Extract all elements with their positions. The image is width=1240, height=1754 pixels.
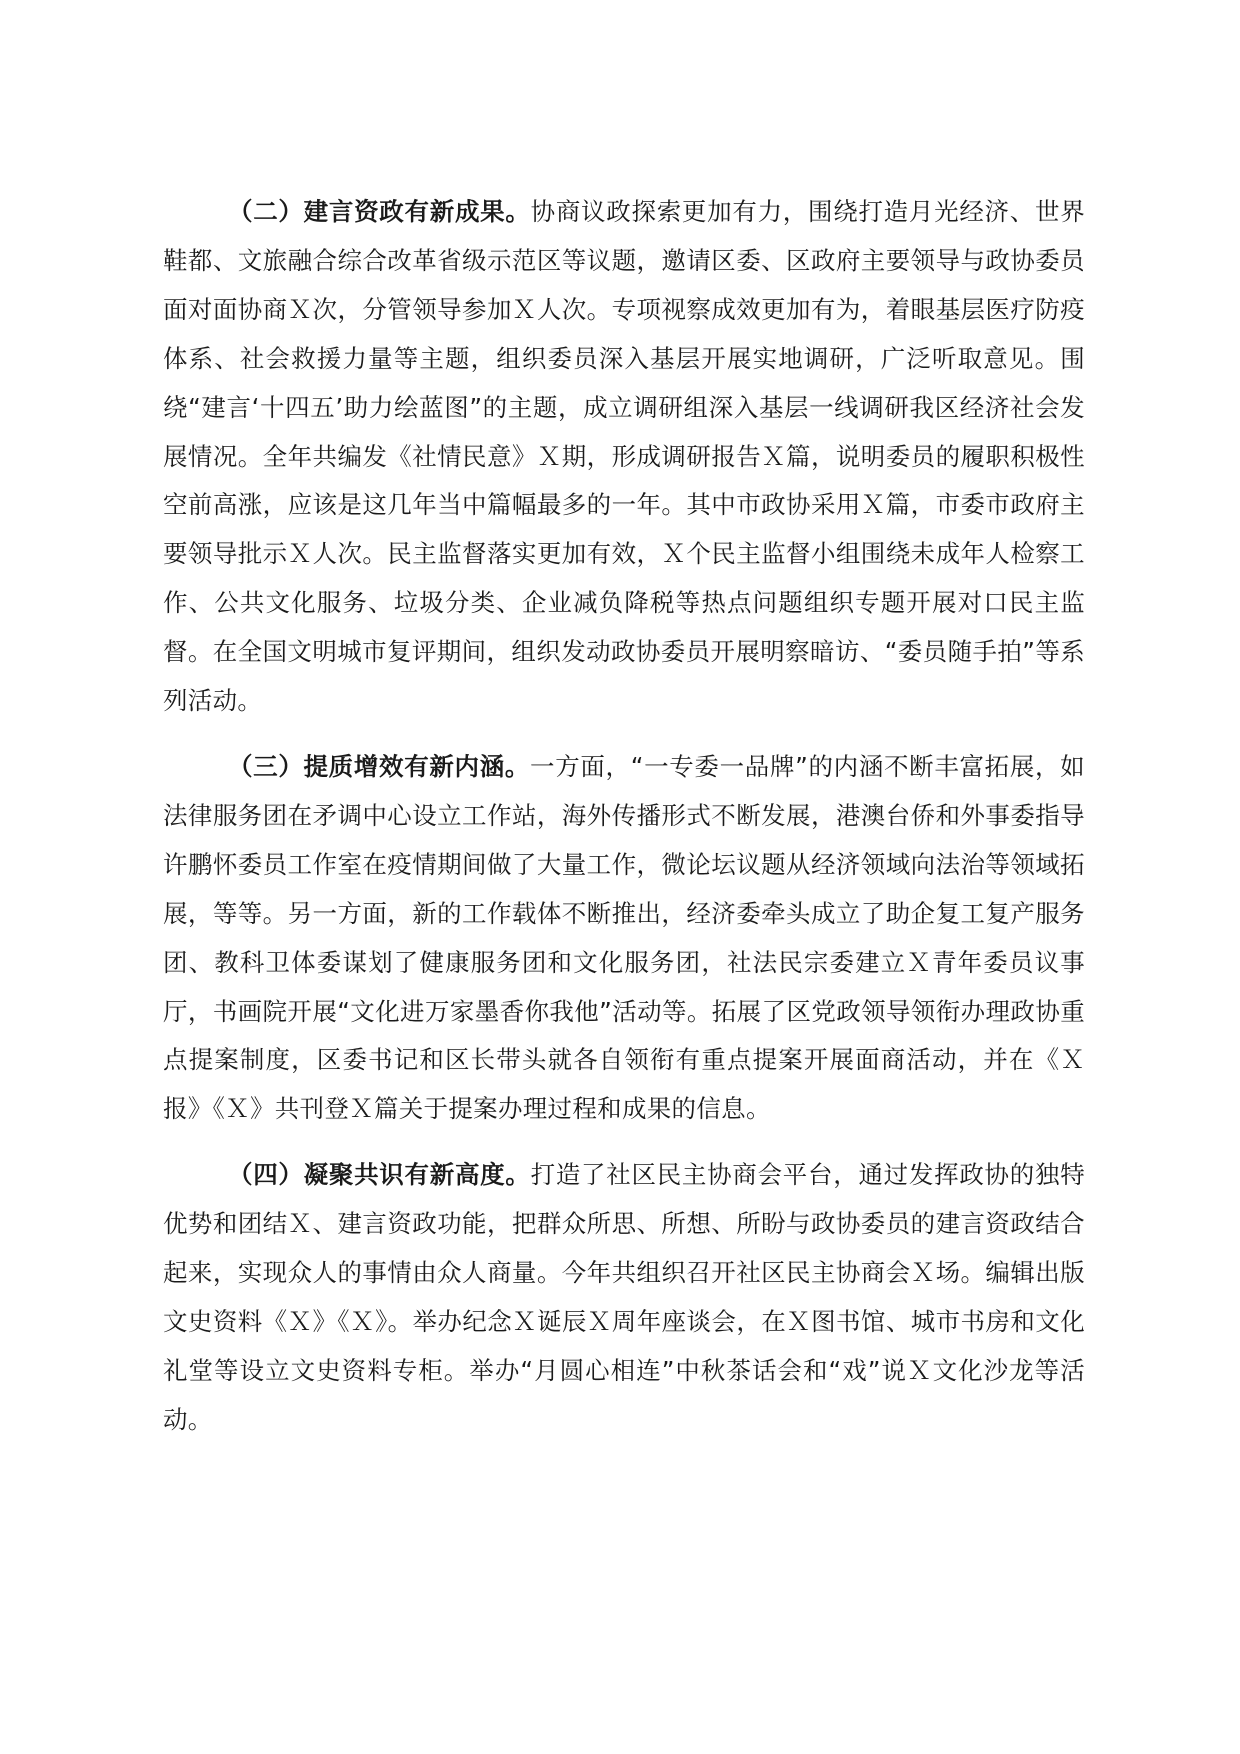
section-3-heading: （三）提质增效有新内涵。 [228, 751, 531, 781]
section-2-body: 协商议政探索更加有力，围绕打造月光经济、世界鞋都、文旅融合综合改革省级示范区等议题，邀请区委、区政府主要领导与政协委员面对面协商Ｘ次，分管领导参加Ｘ人次。专项视察成效更加有为，着眼基层医疗防疫体系、社会救援力量等主题，组织委员深入基层开展实地调研，广泛听取意见。围绕“建言‘十四五’助力绘蓝图”的主题，成立调研组深入基层一线调研我区经济社会发展情况。全年共编发《社情民意》Ｘ期，形成调研报告Ｘ篇，说明委员的履职积极性空前高涨，应该是这几年当中篇幅最多的一年。其中市政协采用Ｘ篇，市委市政府主要领导批示Ｘ人次。民主监督落实更加有效，Ｘ个民主监督小组围绕未成年人检察工作、公共文化服务、垃圾分类、企业减负降税等热点问题组织专题开展对口民主监督。在全国文明城市复评期间，组织发动政协委员开展明察暗访、“委员随手拍”等系列活动。 [163, 197, 1085, 716]
section-2-heading: （二）建言资政有新成果。 [228, 197, 531, 226]
section-4-body: 打造了社区民主协商会平台，通过发挥政协的独特优势和团结Ｘ、建言资政功能，把群众所思、所想、所盼与政协委员的建言资政结合起来，实现众人的事情由众人商量。今年共组织召开社区民主协商会Ｘ场。编辑出版文史资料《Ｘ》《Ｘ》。举办纪念Ｘ诞辰Ｘ周年座谈会，在Ｘ图书馆、城市书房和文化礼堂等设立文史资料专柜。举办“月圆心相连”中秋茶话会和“戏”说Ｘ文化沙龙等活动。 [163, 1160, 1085, 1434]
section-2-paragraph [163, 188, 1085, 726]
section-3-paragraph [163, 743, 1085, 1134]
section-4-heading: （四）凝聚共识有新高度。 [228, 1160, 531, 1190]
document-page [163, 188, 1085, 1462]
section-4-paragraph [163, 1151, 1085, 1444]
section-3-body: 一方面，“一专委一品牌”的内涵不断丰富拓展，如法律服务团在矛调中心设立工作站，海外传播形式不断发展，港澳台侨和外事委指导许鹏怀委员工作室在疫情期间做了大量工作，微论坛议题从经济领域向法治等领域拓展，等等。另一方面，新的工作载体不断推出，经济委牵头成立了助企复工复产服务团、教科卫体委谋划了健康服务团和文化服务团，社法民宗委建立Ｘ青年委员议事厅，书画院开展“文化进万家墨香你我他”活动等。拓展了区党政领导领衔办理政协重点提案制度，区委书记和区长带头就各自领衔有重点提案开展面商活动，并在《Ｘ报》《Ｘ》共刊登Ｘ篇关于提案办理过程和成果的信息。 [163, 751, 1085, 1124]
